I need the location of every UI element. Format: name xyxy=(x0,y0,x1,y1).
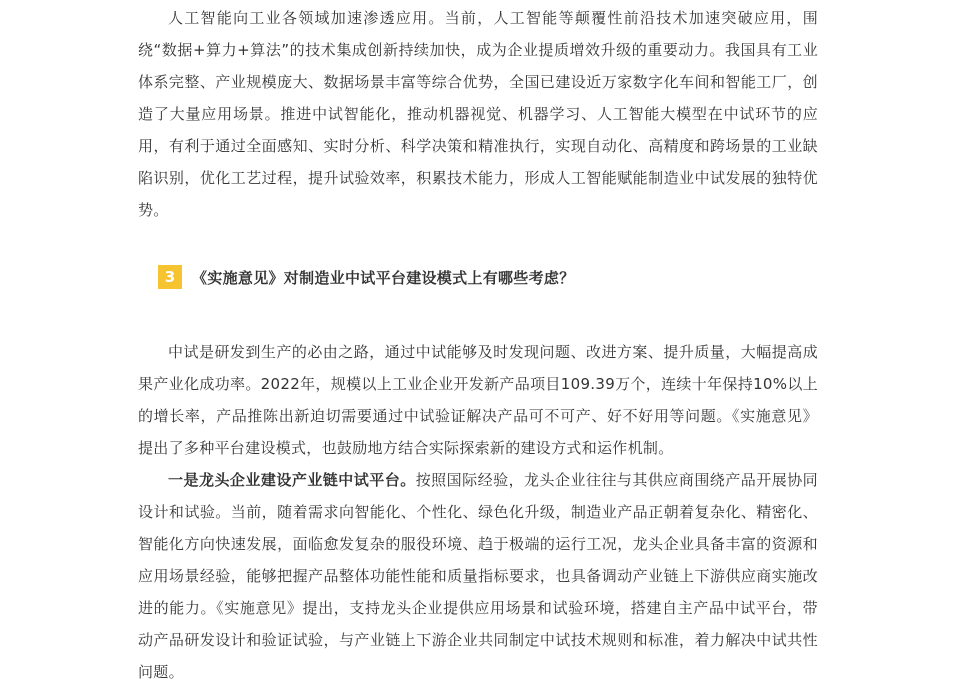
section-heading xyxy=(158,265,575,289)
section-title: 《实施意见》对制造业中试平台建设模式上有哪些考虑？ xyxy=(192,268,575,287)
paragraph-body-text: 按照国际经验，龙头企业往往与其供应商围绕产品开展协同设计和试验。当前，随着需求向智能化、个性化、绿色化升级，制造业产品正朝着复杂化、精密化、智能化方向快速发展，面临愈发复杂的服役环境、趋于极端的运行工况，龙头企业具备丰富的资源和应用场景经验，能够把握产品整体功能性能和质量指标要求，也具备调动产业链上下游供应商实施改进的能力。《实施意见》提出，支持龙头企业提供应用场景和试验环境，搭建自主产品中试平台，带动产品研发设计和验证试验，与产业链上下游企业共同制定中试技术规则和标准，着力解决中试共性问题。 xyxy=(138,471,818,681)
paragraph-lead-bold: 一是龙头企业建设产业链中试平台。 xyxy=(168,471,416,489)
section-number-badge: 3 xyxy=(158,265,182,289)
paragraph-leading-enterprise xyxy=(138,464,818,688)
paragraph-pilot-test-intro: 中试是研发到生产的必由之路，通过中试能够及时发现问题、改进方案、提升质量，大幅提高成果产业化成功率。2022年，规模以上工业企业开发新产品项目109.39万个，连续十年保持10%以上的增长率，产品推陈出新迫切需要通过中试验证解决产品可不可产、好不好用等问题。《实施意见》提出了多种平台建设模式，也鼓励地方结合实际探索新的建设方式和运作机制。 xyxy=(138,343,818,457)
paragraph-ai-application: 人工智能向工业各领域加速渗透应用。当前，人工智能等颠覆性前沿技术加速突破应用，围绕“数据+算力+算法”的技术集成创新持续加快，成为企业提质增效升级的重要动力。我国具有工业体系完整、产业规模庞大、数据场景丰富等综合优势，全国已建设近万家数字化车间和智能工厂，创造了大量应用场景。推进中试智能化，推动机器视觉、机器学习、人工智能大模型在中试环节的应用，有利于通过全面感知、实时分析、科学决策和精准执行，实现自动化、高精度和跨场景的工业缺陷识别，优化工艺过程，提升试验效率，积累技术能力，形成人工智能赋能制造业中试发展的独特优势。 xyxy=(138,9,818,219)
